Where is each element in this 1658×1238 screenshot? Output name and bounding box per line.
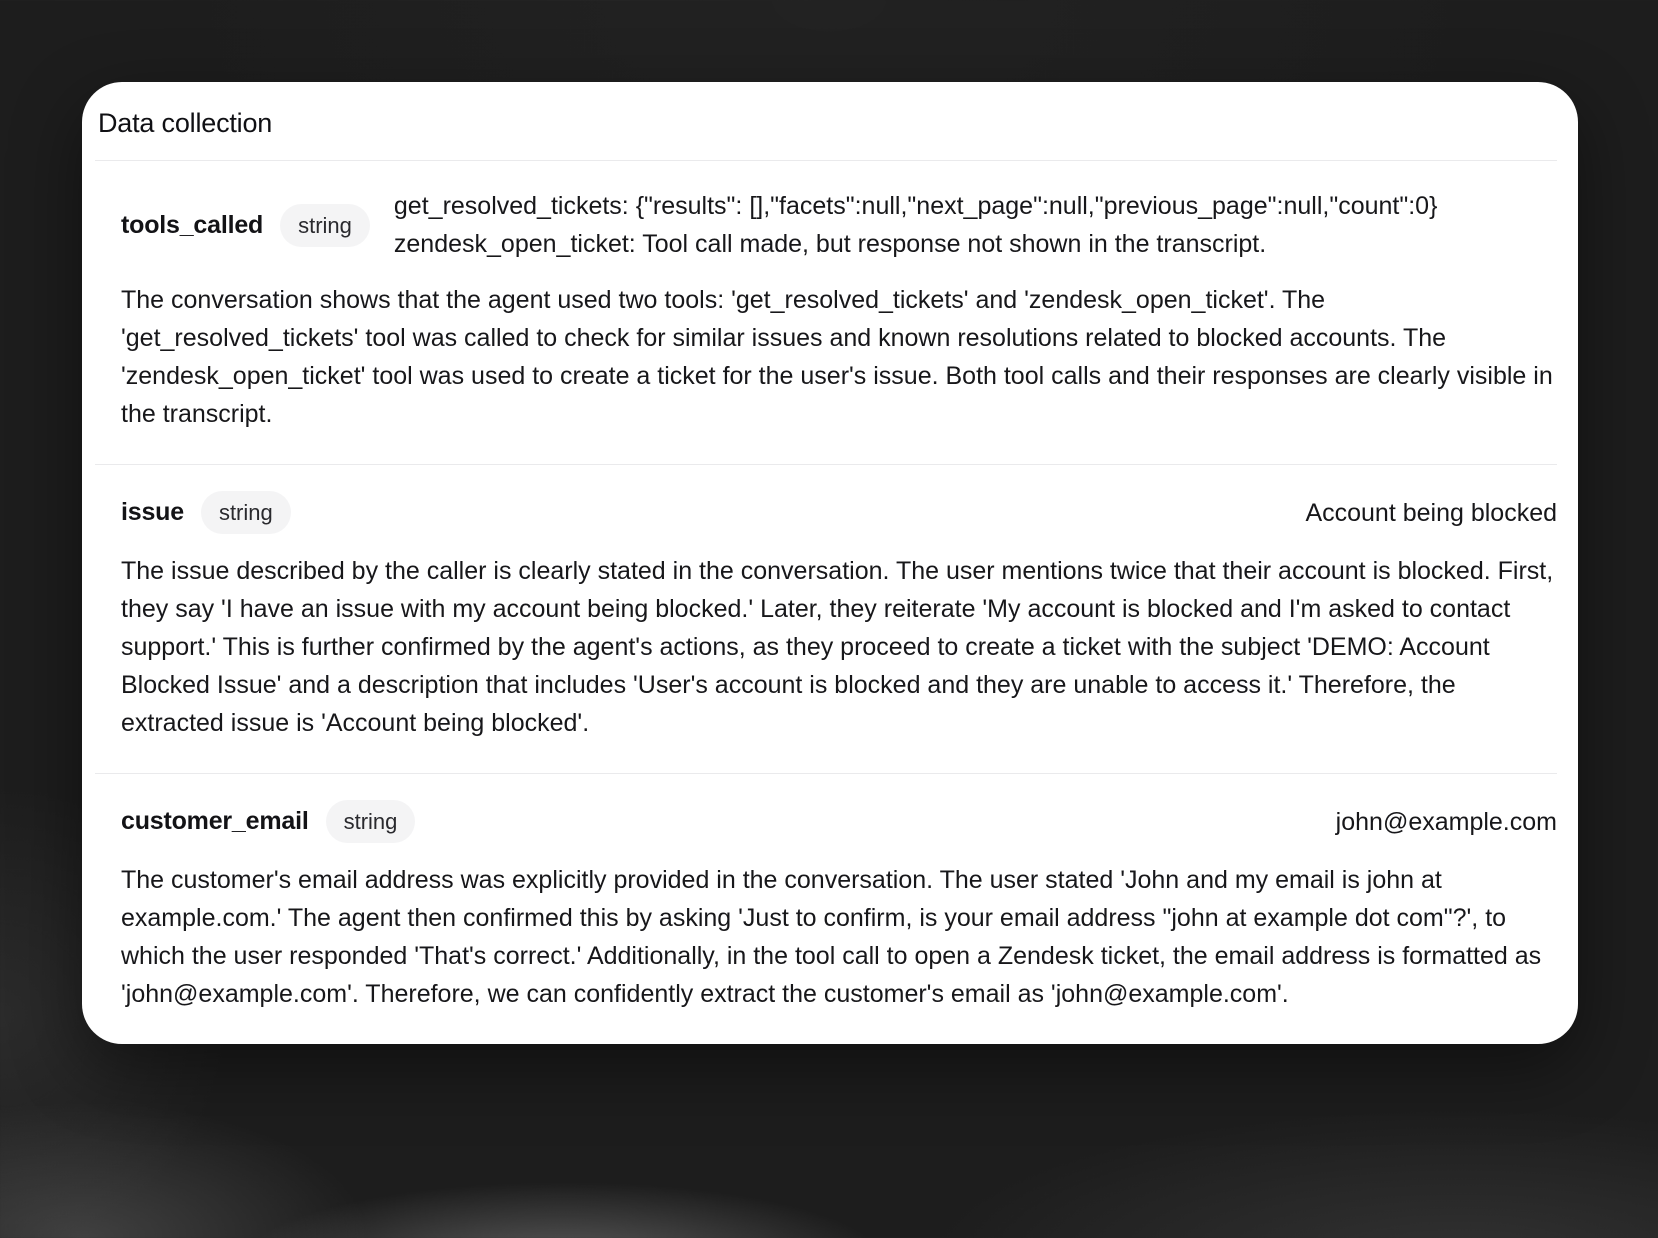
field-description: The issue described by the caller is clearly stated in the conversation. The user mentions twice that their account is blocked. First, they say 'I have an issue with my account being blocked.' Later, they reiterate 'My account is blocked and I'm asked to contact support.' This is further confirmed by the agent's actions, as they proceed to create a ticket with the subject 'DEMO: Account Blocked Issue' and a description that includes 'User's account is blocked and they are unable to access it.' Therefore, the extracted issue is 'Account being blocked'. [121,557,1554,737]
field-description: The conversation shows that the agent used two tools: 'get_resolved_tickets' and 'zendesk_open_ticket'. The 'get_resolved_tickets' tool was called to check for similar issues and known resolutions related to blocked accounts. The 'zendesk_open_ticket' tool was used to create a ticket for the user's issue. Both tool calls and their responses are clearly visible in the transcript. [121,286,1553,428]
field-row [121,800,1557,843]
field-head [121,800,415,843]
field-description: The customer's email address was explicitly provided in the conversation. The user stated 'John and my email is john at example.com.' The agent then confirmed this by asking 'Just to confirm, is your email address "john at example dot com"?', to which the user responded 'That's correct.' Additionally, in the tool call to open a Zendesk ticket, the email address is formatted as 'john@example.com'. Therefore, we can confidently extract the customer's email as 'john@example.com'. [121,866,1542,1008]
data-collection-card [82,82,1578,1044]
field-head [121,204,370,247]
field-section [82,774,1578,1044]
field-type-badge: string [280,204,370,247]
card-title: Data collection [98,108,273,138]
field-name-label: customer_email [121,807,309,835]
card-header [82,82,1578,160]
field-type-badge: string [201,491,291,534]
field-value: john@example.com [1335,807,1557,836]
field-section [82,161,1578,464]
field-name-label: tools_called [121,210,264,239]
field-type-badge: string [326,800,416,843]
field-value: get_resolved_tickets: {"results": [],"facets":null,"next_page":null,"previous_page":null,"count":0} zendesk_open_ticket: Tool call made, but response not shown in the transcript. [393,192,1438,258]
field-head [121,491,291,534]
field-value: Account being blocked [1305,498,1557,527]
field-section [82,465,1578,773]
fields-container [82,161,1578,1044]
field-name-label: issue [121,498,184,526]
field-row [121,187,1557,263]
field-row [121,491,1557,534]
